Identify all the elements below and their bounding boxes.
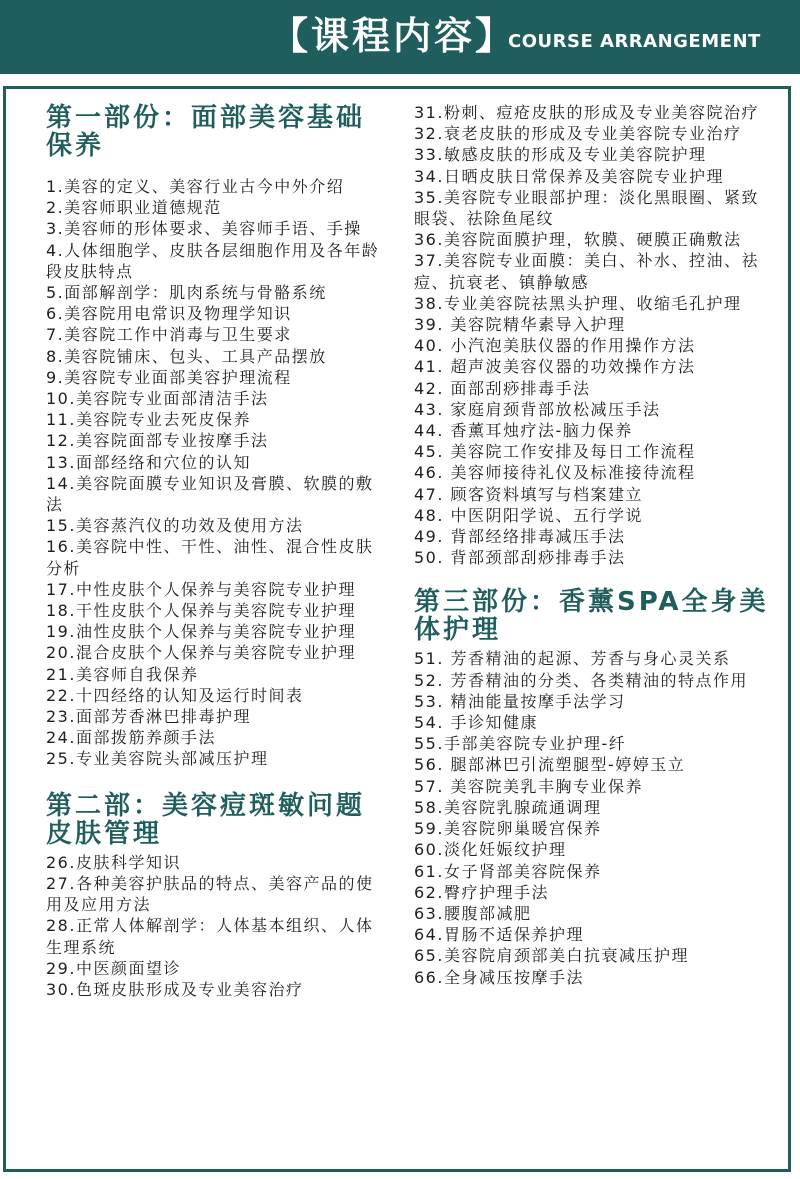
section-items-part2-right xyxy=(414,102,774,568)
course-item: 53. 精油能量按摩手法学习 xyxy=(414,691,626,711)
course-item: 16.美容院中性、干性、油性、混合性皮肤分析 xyxy=(46,537,374,578)
course-item: 55.手部美容院专业护理-纤 xyxy=(414,734,627,754)
course-item: 7.美容院工作中消毒与卫生要求 xyxy=(46,325,292,345)
course-item: 60.淡化妊娠纹护理 xyxy=(414,840,567,860)
header-title: 【课程内容】 xyxy=(270,14,517,58)
course-item: 18.干性皮肤个人保养与美容院专业护理 xyxy=(46,601,356,621)
course-item: 31.粉刺、痘疮皮肤的形成及专业美容院治疗 xyxy=(414,103,759,122)
course-item: 19.油性皮肤个人保养与美容院专业护理 xyxy=(46,622,356,642)
course-item: 17.中性皮肤个人保养与美容院专业护理 xyxy=(46,579,356,599)
course-item: 9.美容院专业面部美容护理流程 xyxy=(46,367,292,387)
course-item: 25.专业美容院头部减压护理 xyxy=(46,749,269,769)
course-item: 22.十四经络的认知及运行时间表 xyxy=(46,685,304,705)
course-item: 20.混合皮肤个人保养与美容院专业护理 xyxy=(46,643,356,663)
course-item: 58.美容院乳腺疏通调理 xyxy=(414,797,602,817)
course-item: 10.美容院专业面部清洁手法 xyxy=(46,389,269,409)
section-title-part2: 第二部：美容痘斑敏问题皮肤管理 xyxy=(46,790,366,849)
section-items-part2-left xyxy=(46,852,386,1000)
course-item: 44. 香薰耳烛疗法-脑力保养 xyxy=(414,421,633,441)
course-item: 2.美容师职业道德规范 xyxy=(46,198,222,218)
course-item: 54. 手诊知健康 xyxy=(414,713,539,733)
course-item: 49. 背部经络排毒减压手法 xyxy=(414,527,626,547)
course-item: 62.臀疗护理手法 xyxy=(414,882,549,902)
course-item: 24.面部拨筋养颜手法 xyxy=(46,728,216,748)
course-item: 46. 美容师接待礼仪及标准接待流程 xyxy=(414,463,696,483)
course-item: 52. 芳香精油的分类、各类精油的特点作用 xyxy=(414,670,749,690)
course-item: 40. 小汽泡美肤仪器的作用操作方法 xyxy=(414,336,696,356)
course-item: 26.皮肤科学知识 xyxy=(46,852,181,872)
section-title-part3: 第三部份：香薰SPA全身美体护理 xyxy=(414,587,769,646)
course-item: 35.美容院专业眼部护理：淡化黑眼圈、紧致眼袋、祛除鱼尾纹 xyxy=(414,187,759,229)
course-item: 32.衰老皮肤的形成及专业美容院专业治疗 xyxy=(414,124,742,144)
course-item: 38.专业美容院祛黑头护理、收缩毛孔护理 xyxy=(414,293,742,313)
course-item: 6.美容院用电常识及物理学知识 xyxy=(46,304,292,324)
course-item: 47. 顾客资料填写与档案建立 xyxy=(414,484,644,504)
course-item: 57. 美容院美乳丰胸专业保养 xyxy=(414,776,644,796)
course-item: 39. 美容院精华素导入护理 xyxy=(414,315,626,335)
course-item: 14.美容院面膜专业知识及膏膜、软膜的敷法 xyxy=(46,473,374,515)
course-item: 15.美容蒸汽仪的功效及使用方法 xyxy=(46,516,304,536)
course-item: 8.美容院铺床、包头、工具产品摆放 xyxy=(46,346,327,366)
course-item: 27.各种美容护肤品的特点、美容产品的使用及应用方法 xyxy=(46,873,374,915)
course-item: 36.美容院面膜护理，软膜、硬膜正确敷法 xyxy=(414,230,742,250)
section-items-part1 xyxy=(46,176,386,770)
course-item: 45. 美容院工作安排及每日工作流程 xyxy=(414,442,696,462)
course-item: 61.女子肾部美容院保养 xyxy=(414,861,602,881)
section-items-part3 xyxy=(414,648,774,987)
course-item: 37.美容院专业面膜：美白、补水、控油、祛痘、抗衰老、镇静敏感 xyxy=(414,251,759,292)
course-item: 59.美容院卵巢暖宫保养 xyxy=(414,819,602,839)
course-item: 29.中医颜面望诊 xyxy=(46,958,181,978)
course-item: 1.美容的定义、美容行业古今中外介绍 xyxy=(46,177,345,196)
course-item: 28.正常人体解剖学：人体基本组织、人体生理系统 xyxy=(46,916,374,957)
course-item: 3.美容师的形体要求、美容师手语、手操 xyxy=(46,219,362,239)
left-column xyxy=(46,104,386,1000)
course-item: 33.敏感皮肤的形成及专业美容院护理 xyxy=(414,145,707,165)
header-subtitle: COURSE ARRANGEMENT xyxy=(508,31,761,52)
course-item: 13.面部经络和穴位的认知 xyxy=(46,452,251,472)
course-item: 5.面部解剖学：肌肉系统与骨骼系统 xyxy=(46,283,327,303)
course-item: 21.美容师自我保养 xyxy=(46,664,199,684)
course-item: 34.日晒皮肤日常保养及美容院专业护理 xyxy=(414,166,724,186)
course-item: 64.胃肠不适保养护理 xyxy=(414,925,584,945)
course-item: 30.色斑皮肤形成及专业美容治疗 xyxy=(46,979,304,999)
right-column xyxy=(414,102,774,988)
course-item: 43. 家庭肩颈背部放松减压手法 xyxy=(414,399,661,419)
course-item: 56. 腿部淋巴引流塑腿型-婷婷玉立 xyxy=(414,755,686,775)
course-item: 48. 中医阴阳学说、五行学说 xyxy=(414,505,644,525)
course-item: 63.腰腹部减肥 xyxy=(414,903,532,923)
course-item: 66.全身减压按摩手法 xyxy=(414,967,584,987)
course-item: 50. 背部颈部刮痧排毒手法 xyxy=(414,548,626,568)
course-item: 23.面部芳香淋巴排毒护理 xyxy=(46,707,251,727)
header-banner xyxy=(0,0,800,74)
course-item: 65.美容院肩颈部美白抗衰减压护理 xyxy=(414,946,689,966)
course-item: 11.美容院专业去死皮保养 xyxy=(46,410,251,430)
course-item: 4.人体细胞学、皮肤各层细胞作用及各年龄段皮肤特点 xyxy=(46,240,380,281)
course-item: 12.美容院面部专业按摩手法 xyxy=(46,431,269,451)
course-item: 42. 面部刮痧排毒手法 xyxy=(414,378,591,398)
course-item: 41. 超声波美容仪器的功效操作方法 xyxy=(414,357,696,377)
course-item: 51. 芳香精油的起源、芳香与身心灵关系 xyxy=(414,649,731,669)
section-title-part1: 第一部份：面部美容基础保养 xyxy=(46,103,366,161)
